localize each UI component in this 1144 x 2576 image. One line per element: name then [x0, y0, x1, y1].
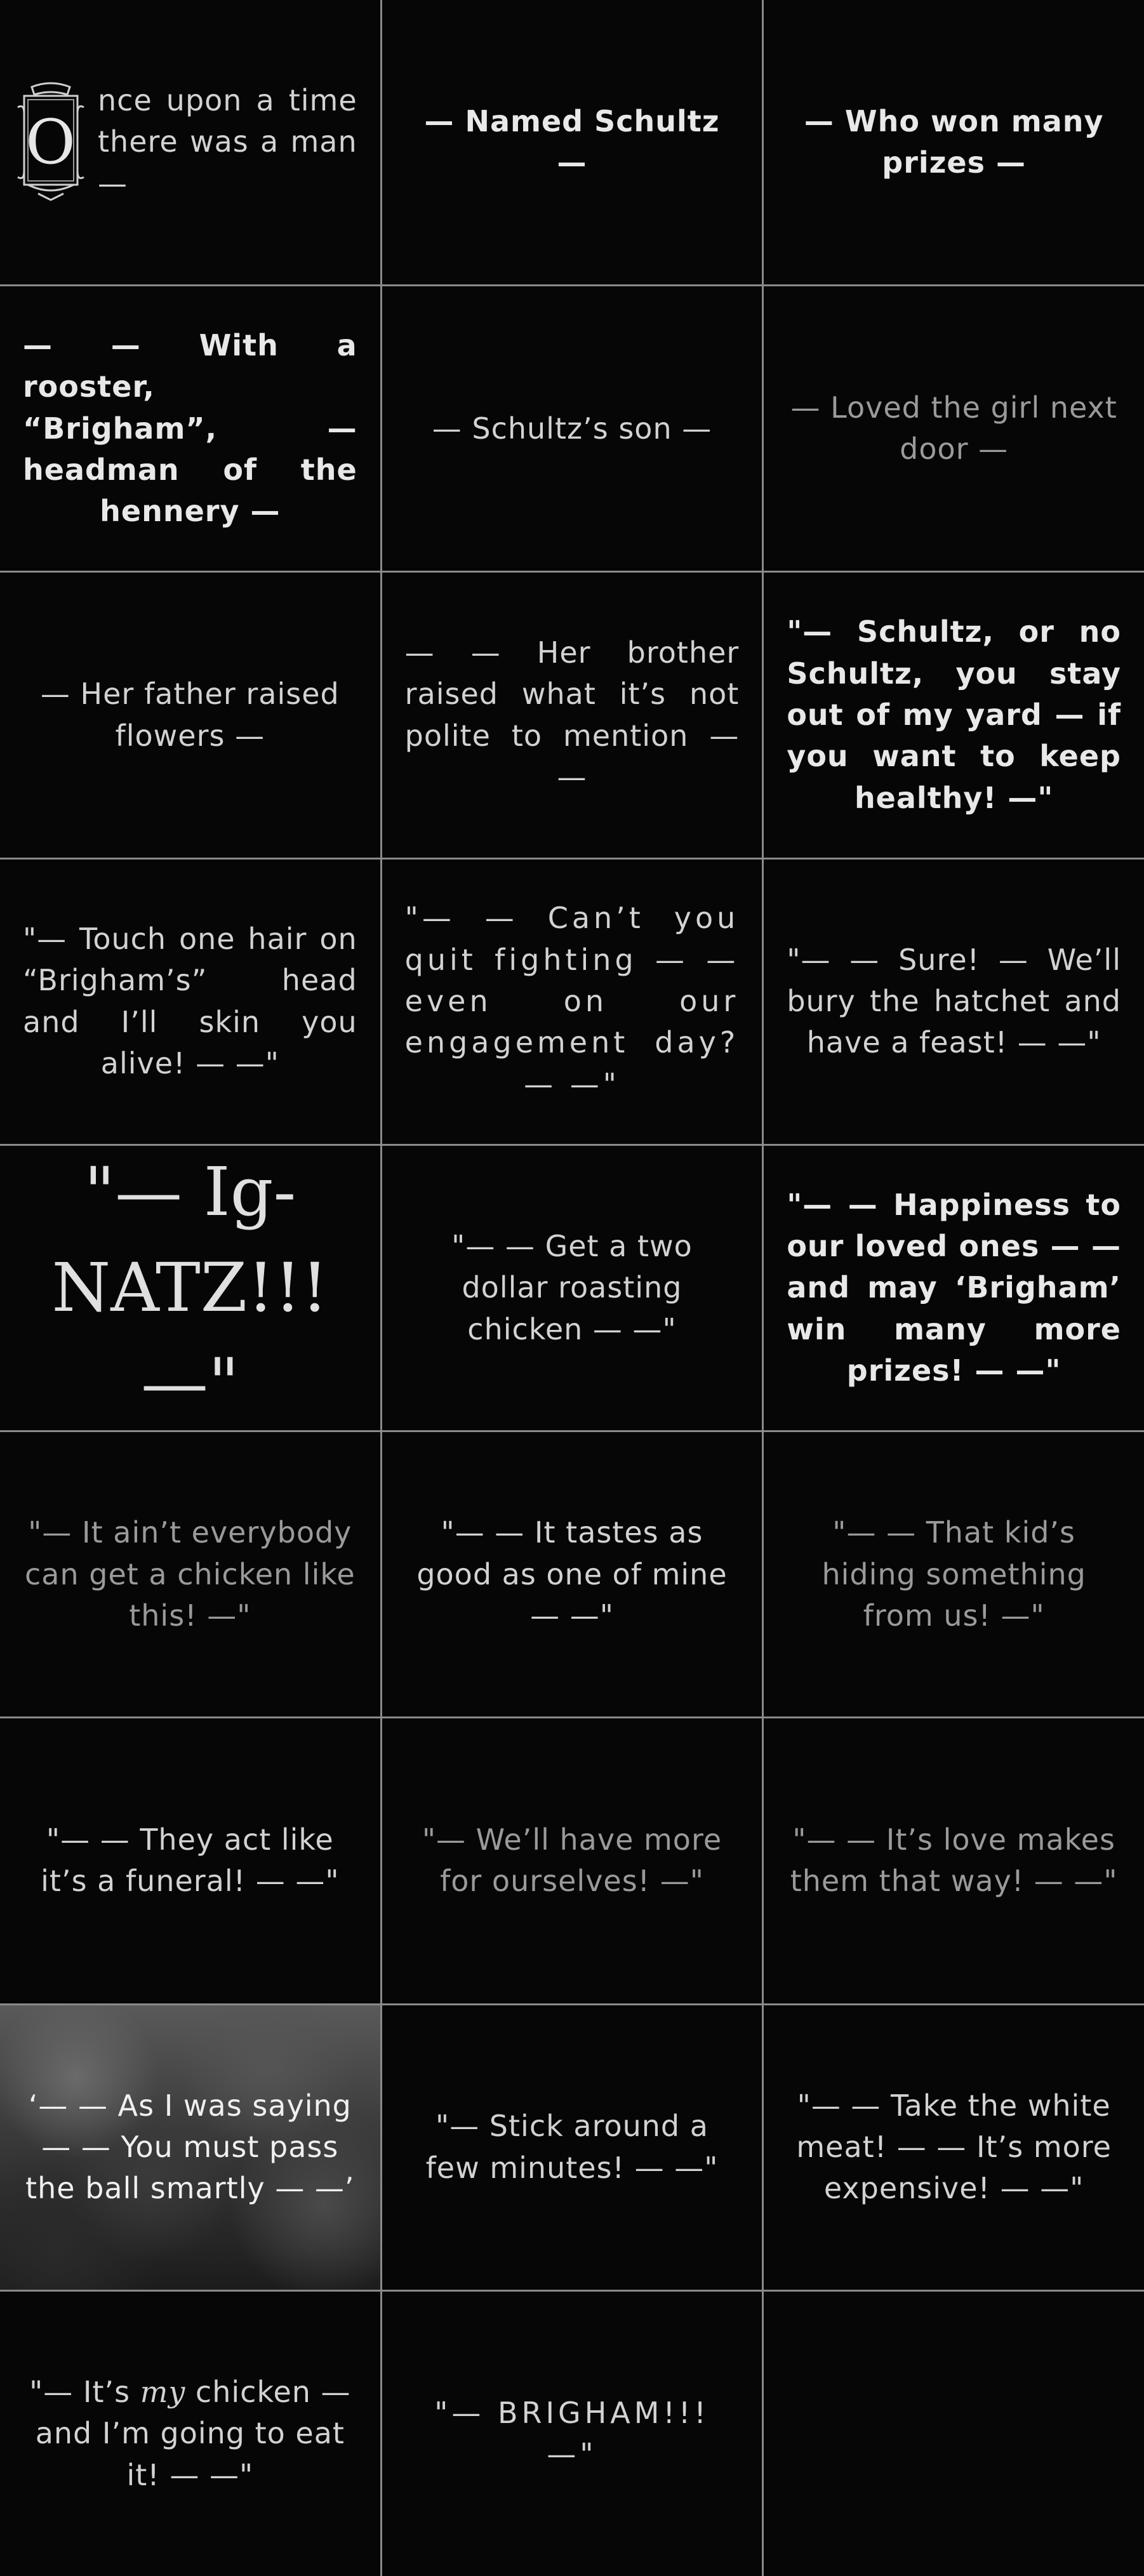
- title-card-10: [0, 860, 380, 1144]
- title-card-25: [0, 2292, 380, 2576]
- card-text: "— Touch one hair on “Brigham’s” head and I’ll skin you alive! — —": [23, 922, 357, 1081]
- ornamental-initial-icon: [13, 82, 89, 202]
- card-text: — Named Schultz —: [424, 103, 720, 180]
- card-text: "— — They act like it’s a funeral! — —": [41, 1822, 340, 1899]
- svg-text:O: O: [25, 107, 76, 178]
- title-card-18: [764, 1432, 1144, 1716]
- title-card-26: [382, 2292, 762, 2576]
- card-text: "— — It’s love makes them that way! — —": [790, 1822, 1118, 1899]
- title-card-16: [0, 1432, 380, 1716]
- title-card-9: [764, 573, 1144, 857]
- card-text: "— — Sure! — We’ll bury the hatchet and have a feast! — —": [787, 942, 1121, 1060]
- title-card-1: [0, 0, 380, 284]
- card-text: "— We’ll have more for ourselves! —": [422, 1822, 722, 1899]
- card-text: — Her father raised flowers —: [40, 677, 340, 753]
- empty-card: [764, 2292, 1144, 2576]
- title-card-17: [382, 1432, 762, 1716]
- card-text: — — Her brother raised what it’s not polite to mention — —: [404, 635, 740, 794]
- card-text: "— It’s my chicken — and I’m going to eat it! — —": [29, 2374, 351, 2492]
- card-text: — Who won many prizes —: [804, 103, 1104, 180]
- title-card-8: [382, 573, 762, 857]
- card-text: nce upon a time there was a man —: [98, 83, 357, 201]
- card-text: "— — That kid’s hiding something from us! —": [821, 1515, 1086, 1633]
- title-card-24: [764, 2005, 1144, 2290]
- title-card-11: [382, 860, 762, 1144]
- card-text: — Loved the girl next door —: [790, 390, 1117, 467]
- title-card-4: [0, 286, 380, 571]
- card-text: "— BRIGHAM!!! —": [434, 2395, 710, 2471]
- title-card-3: [764, 0, 1144, 284]
- card-text: "— It ain’t everybody can get a chicken like this! —": [24, 1515, 356, 1633]
- title-card-19: [0, 1718, 380, 2003]
- card-text: "— — Happiness to our loved ones — — and may ‘Brigham’ win many more prizes! — —": [787, 1187, 1121, 1388]
- card-text: "— Ig-NATZ!!! —": [51, 1153, 329, 1423]
- title-card-23: [382, 2005, 762, 2290]
- card-text: — Schultz’s son —: [432, 411, 712, 446]
- card-text: "— — It tastes as good as one of mine — —": [416, 1515, 728, 1633]
- title-card-5: [382, 286, 762, 571]
- card-text: "— — Get a two dollar roasting chicken — —": [451, 1229, 693, 1346]
- card-text: "— — Can’t you quit fighting — — even on our engagement day? — —": [404, 901, 740, 1101]
- title-card-22: [0, 2005, 380, 2290]
- title-card-20: [382, 1718, 762, 2003]
- title-card-15: [764, 1146, 1144, 1430]
- card-text: "— Stick around a few minutes! — —": [425, 2109, 719, 2185]
- title-card-21: [764, 1718, 1144, 2003]
- title-card-14: [382, 1146, 762, 1430]
- title-card-12: [764, 860, 1144, 1144]
- card-text: — — With a rooster, “Brigham”, — headman of the hennery —: [23, 328, 357, 529]
- emphasis: my: [140, 2374, 186, 2409]
- card-text: ‘— — As I was saying — — You must pass the ball smartly — —’: [25, 2088, 355, 2206]
- card-text: "— Schultz, or no Schultz, you stay out of my yard — if you want to keep healthy! —": [787, 614, 1121, 815]
- title-card-6: [764, 286, 1144, 571]
- title-card-2: [382, 0, 762, 284]
- title-card-7: [0, 573, 380, 857]
- title-card-13: [0, 1146, 380, 1430]
- card-text: "— — Take the white meat! — — It’s more expensive! — —": [796, 2088, 1112, 2206]
